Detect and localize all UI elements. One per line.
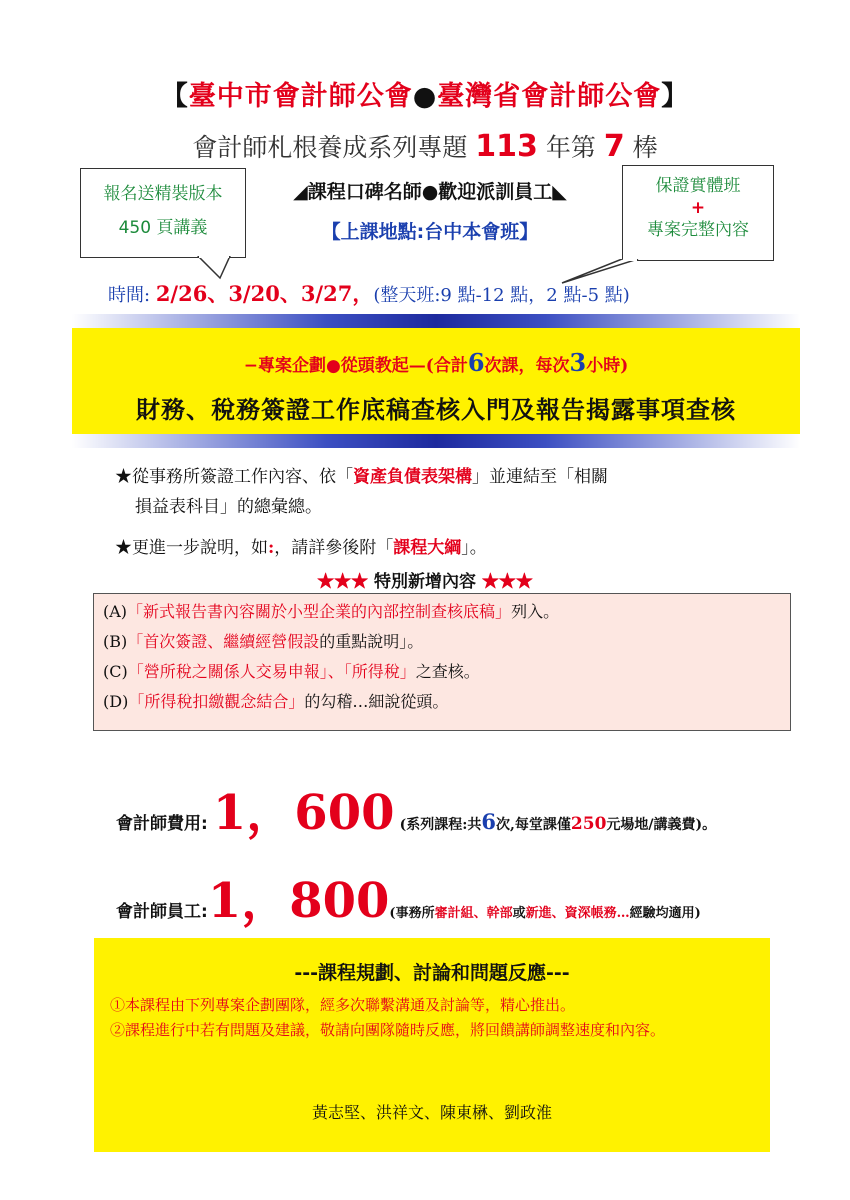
footer-item-2-text: ②課程進行中若有問題及建議，敬請向團隊隨時反應，將回饋講師調整速度和內容。: [110, 1021, 666, 1039]
fee-cpa-note-a: (系列課程:共: [399, 817, 482, 833]
intro-p1-b: 」並連結至「相關: [472, 467, 608, 487]
intro-p2-a: ★更進一步說明，如: [115, 538, 268, 558]
fee-staff-amount: 1，800: [207, 873, 390, 929]
fee-staff-note: [389, 906, 700, 921]
bubble-right: [622, 165, 774, 261]
banner-hours: 3: [569, 348, 587, 377]
banner-line1-a: −專案企劃●從頭教起—(合計: [243, 356, 468, 376]
special-item-highlight: 「新式報告書內容關於小型企業的內部控制查核底稿」: [127, 602, 512, 621]
venue-place: 台中本會班: [424, 221, 520, 243]
bracket-close: 】: [661, 81, 690, 112]
bracket-open: 【: [160, 81, 189, 112]
intro-p2-colon: :: [268, 538, 275, 558]
fee-staff-note-a: (事務所: [389, 906, 435, 921]
fee-staff-red1: 審計組、幹部: [434, 906, 513, 921]
special-item-label: (B): [103, 632, 128, 651]
special-item-b: [103, 629, 423, 652]
fee-staff-label: 會計師員工:: [116, 902, 208, 922]
fee-cpa: [116, 774, 716, 843]
series-number: 7: [603, 129, 625, 164]
footer-item-2: [110, 1019, 760, 1042]
series-title: [0, 128, 850, 164]
stars-left: ★★★: [317, 572, 369, 592]
special-item-rest: 的勾稽…細說從頭。: [304, 692, 449, 711]
fee-cpa-price: 250: [570, 814, 607, 834]
special-item-label: (C): [103, 662, 128, 681]
intro-p2-b: ，請詳參後附「: [274, 538, 394, 558]
bubble-right-line3: 專案完整內容: [647, 220, 749, 240]
fee-staff: [116, 862, 701, 931]
venue-suffix: 】: [519, 221, 539, 243]
bubble-right-plus: +: [690, 198, 706, 218]
intro-p1-a: ★從事務所簽證工作內容、依「: [115, 467, 353, 487]
fee-cpa-note: [399, 809, 717, 834]
venue-prefix: 【上課地點:: [321, 221, 425, 243]
banner-line1-b: 次課，每次: [484, 356, 570, 376]
intro-p1-highlight: 資產負債表架構: [353, 467, 472, 487]
fee-staff-red2: 新進、資深帳務…: [525, 906, 630, 921]
intro-p2-highlight: 課程大綱: [393, 538, 462, 558]
bubble-left-line1: 報名送精裝版本: [103, 184, 223, 204]
special-item-label: (A): [103, 602, 128, 621]
fee-staff-note-c: 經驗均適用): [629, 906, 701, 921]
schedule-time: [108, 278, 630, 308]
banner-count: 6: [467, 348, 485, 377]
team-names: 黃志堅、洪祥文、陳東楙、劉政淮: [311, 1103, 552, 1122]
header-title: [0, 74, 850, 113]
special-item-highlight: 「營所稅之關係人交易申報」、「所得稅」: [127, 662, 416, 681]
intro-paragraph-2: [115, 533, 775, 563]
intro-paragraph-1: [115, 462, 775, 522]
footer-item-1: ①本課程由下列專案企劃團隊，經多次聯繫溝通及討論等，精心推出。: [110, 996, 576, 1014]
venue: [265, 217, 595, 244]
time-label: 時間:: [108, 285, 151, 306]
bubble-left-tail: [196, 256, 236, 280]
time-detail: (整天班:9 點-12 點，2 點-5 點): [373, 285, 630, 306]
band-bottom: [72, 434, 800, 448]
banner-line1-c: 小時): [586, 356, 629, 376]
stars-right: ★★★: [481, 572, 533, 592]
special-item-rest: 的重點說明」。: [319, 632, 424, 651]
special-item-highlight: 「所得稅扣繳觀念結合」: [128, 692, 305, 711]
org-taichung: 臺中市會計師公會: [188, 81, 413, 112]
dot-separator: ●: [412, 81, 438, 112]
series-year: 113: [475, 129, 538, 164]
special-item-rest: 之查核。: [415, 662, 480, 681]
time-dates: 2/26、3/20、3/27，: [155, 281, 374, 306]
intro-p2-c: 」。: [461, 538, 487, 558]
footer-title: ---課程規劃、討論和問題反應---: [294, 962, 570, 984]
special-item-highlight: 「首次簽證、繼續經營假設: [127, 632, 320, 651]
bubble-right-line1: 保證實體班: [655, 176, 741, 196]
series-mid: 年第: [545, 133, 596, 162]
fee-cpa-amount: 1，600: [212, 785, 395, 841]
course-title: 財務、稅務簽證工作底稿查核入門及報告揭露事項查核: [136, 395, 736, 424]
series-suffix: 棒: [632, 133, 658, 162]
fee-cpa-note-b: 次,每堂課僅: [496, 817, 571, 833]
special-heading: [0, 567, 850, 592]
special-item-label: (D): [103, 692, 129, 711]
series-prefix: 會計師札根養成系列專題: [192, 133, 468, 162]
fee-cpa-count: 6: [481, 809, 497, 834]
fee-cpa-label: 會計師費用:: [116, 814, 208, 834]
special-item-c: [103, 659, 480, 682]
org-taiwan: 臺灣省會計師公會: [437, 81, 662, 112]
special-item-d: [103, 689, 448, 712]
special-item-rest: 列入。: [511, 602, 560, 621]
bubble-left-line2: 450 頁講義: [118, 218, 208, 238]
fee-cpa-note-c: 元場地/講義費)。: [606, 817, 717, 833]
intro-p1-c: 損益表科目」的總彙總。: [135, 497, 322, 517]
banner-line1: [72, 348, 800, 377]
special-title: 特別新增內容: [374, 572, 476, 592]
fee-staff-note-b: 或: [512, 906, 526, 921]
special-item-a: [103, 599, 559, 622]
bubble-left: [80, 168, 246, 258]
band-top: [72, 314, 800, 328]
slogan: ◢課程口碑名師●歡迎派訓員工◣: [293, 181, 567, 203]
